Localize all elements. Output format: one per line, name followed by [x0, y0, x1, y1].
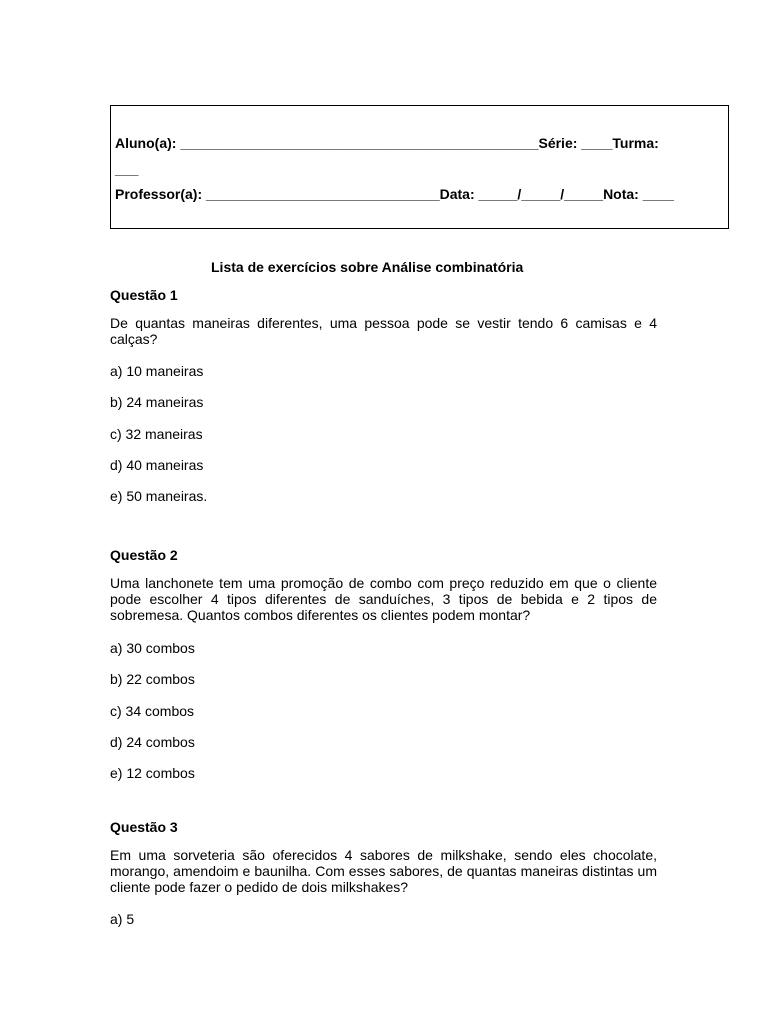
question-1-option-c: c) 32 maneiras	[110, 426, 203, 442]
question-2-option-c: c) 34 combos	[110, 703, 195, 719]
question-3-heading: Questão 3	[110, 819, 178, 835]
question-2-option-d: d) 24 combos	[110, 734, 195, 750]
student-info-line-continued: ___	[115, 161, 139, 177]
student-info-box	[110, 105, 729, 229]
question-1-option-b: b) 24 maneiras	[110, 394, 204, 410]
question-1-heading: Questão 1	[110, 287, 178, 303]
question-2-heading: Questão 2	[110, 547, 178, 563]
teacher-info-line: Professor(a): ______________________________Data: _____/_____/_____Nota: ____	[115, 186, 674, 202]
question-2-option-b: b) 22 combos	[110, 671, 195, 687]
question-1-option-a: a) 10 maneiras	[110, 363, 204, 379]
student-info-line: Aluno(a): ______________________________________________Série: ____Turma:	[115, 135, 659, 151]
question-3-option-a: a) 5	[110, 911, 135, 927]
question-1-option-d: d) 40 maneiras	[110, 457, 204, 473]
question-1-text: De quantas maneiras diferentes, uma pessoa pode se vestir tendo 6 camisas e 4 calças?	[110, 315, 657, 347]
question-1-option-e: e) 50 maneiras.	[110, 488, 208, 504]
document-title: Lista de exercícios sobre Análise combinatória	[211, 259, 524, 275]
question-2-option-e: e) 12 combos	[110, 765, 195, 781]
question-2-option-a: a) 30 combos	[110, 640, 195, 656]
question-3-text: Em uma sorveteria são oferecidos 4 sabores de milkshake, sendo eles chocolate, morango, amendoim e baunilha. Com esses sabores, de quantas maneiras distintas um cliente pode fazer o pedido de dois milkshakes?	[110, 847, 657, 895]
question-2-text: Uma lanchonete tem uma promoção de combo com preço reduzido em que o cliente pode escolher 4 tipos diferentes de sanduíches, 3 tipos de bebida e 2 tipos de sobremesa. Quantos combos diferentes os clientes podem montar?	[110, 575, 657, 623]
